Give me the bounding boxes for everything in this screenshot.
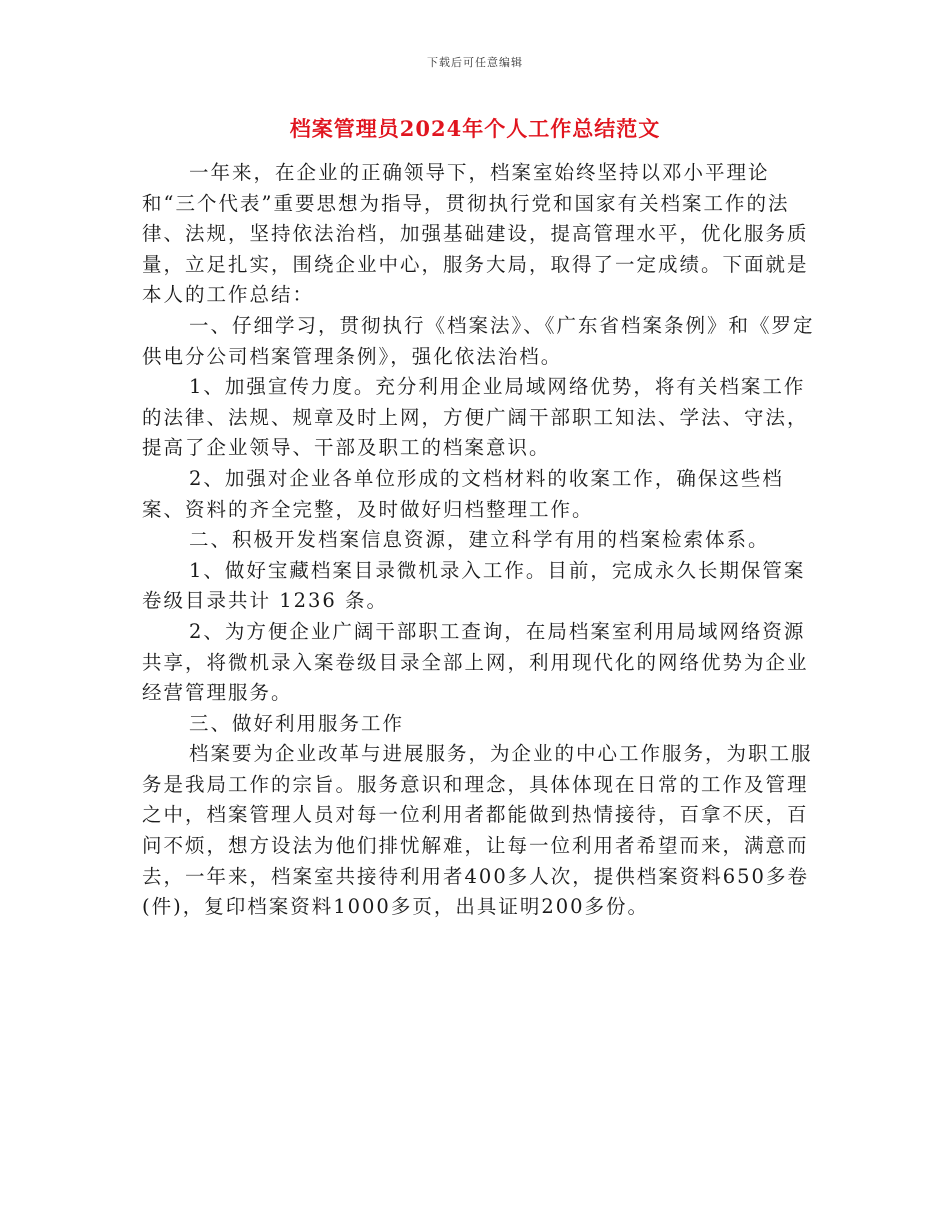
paragraph-item-2-1: 1、做好宝藏档案目录微机录入工作。目前，完成永久长期保管案卷级目录共计 1236 条。 [142, 558, 806, 613]
paragraph-item-1-2: 2、加强对企业各单位形成的文档材料的收案工作，确保这些档案、资料的齐全完整，及时做好归档整理工作。 [142, 466, 784, 521]
document-title: 档案管理员2024年个人工作总结范文 [289, 116, 661, 141]
paragraph-intro: 一年来，在企业的正确领导下，档案室始终坚持以邓小平理论和“三个代表”重要思想为指导，贯彻执行党和国家有关档案工作的法律、法规，坚持依法治档，加强基础建设，提高管理水平，优化服务质量，立足扎实，围绕企业中心，服务大局，取得了一定成绩。下面就是本人的工作总结： [142, 161, 809, 307]
paragraph-item-2-2: 2、为方便企业广阔干部职工查询，在局档案室利用局域网络资源共享，将微机录入案卷级目录全部上网，利用现代化的网络优势为企业经营管理服务。 [142, 619, 809, 705]
document-body [142, 158, 822, 923]
paragraph-service: 档案要为企业改革与进展服务，为企业的中心工作服务，为职工服务是我局工作的宗旨。服务意识和理念，具体体现在日常的工作及管理之中，档案管理人员对每一位利用者都能做到热情接待，百拿不厌，百问不烦，想方设法为他们排忧解难，让每一位利用者希望而来，满意而去，一年来，档案室共接待利用者400多人次，提供档案资料650多卷(件)，复印档案资料1000多页，出具证明200多份。 [142, 742, 813, 919]
section-heading-3: 三、做好利用服务工作 [189, 711, 405, 735]
header-note: 下载后可任意编辑 [427, 56, 523, 69]
section-heading-1: 一、仔细学习，贯彻执行《档案法》、《广东省档案条例》和《罗定供电分公司档案管理条例》，强化依法治档。 [142, 313, 815, 368]
section-heading-2: 二、积极开发档案信息资源，建立科学有用的档案检索体系。 [189, 528, 770, 552]
paragraph-item-1-1: 1、加强宣传力度。充分利用企业局域网络优势，将有关档案工作的法律、法规、规章及时上网，方便广阔干部职工知法、学法、守法，提高了企业领导、干部及职工的档案意识。 [142, 375, 809, 460]
